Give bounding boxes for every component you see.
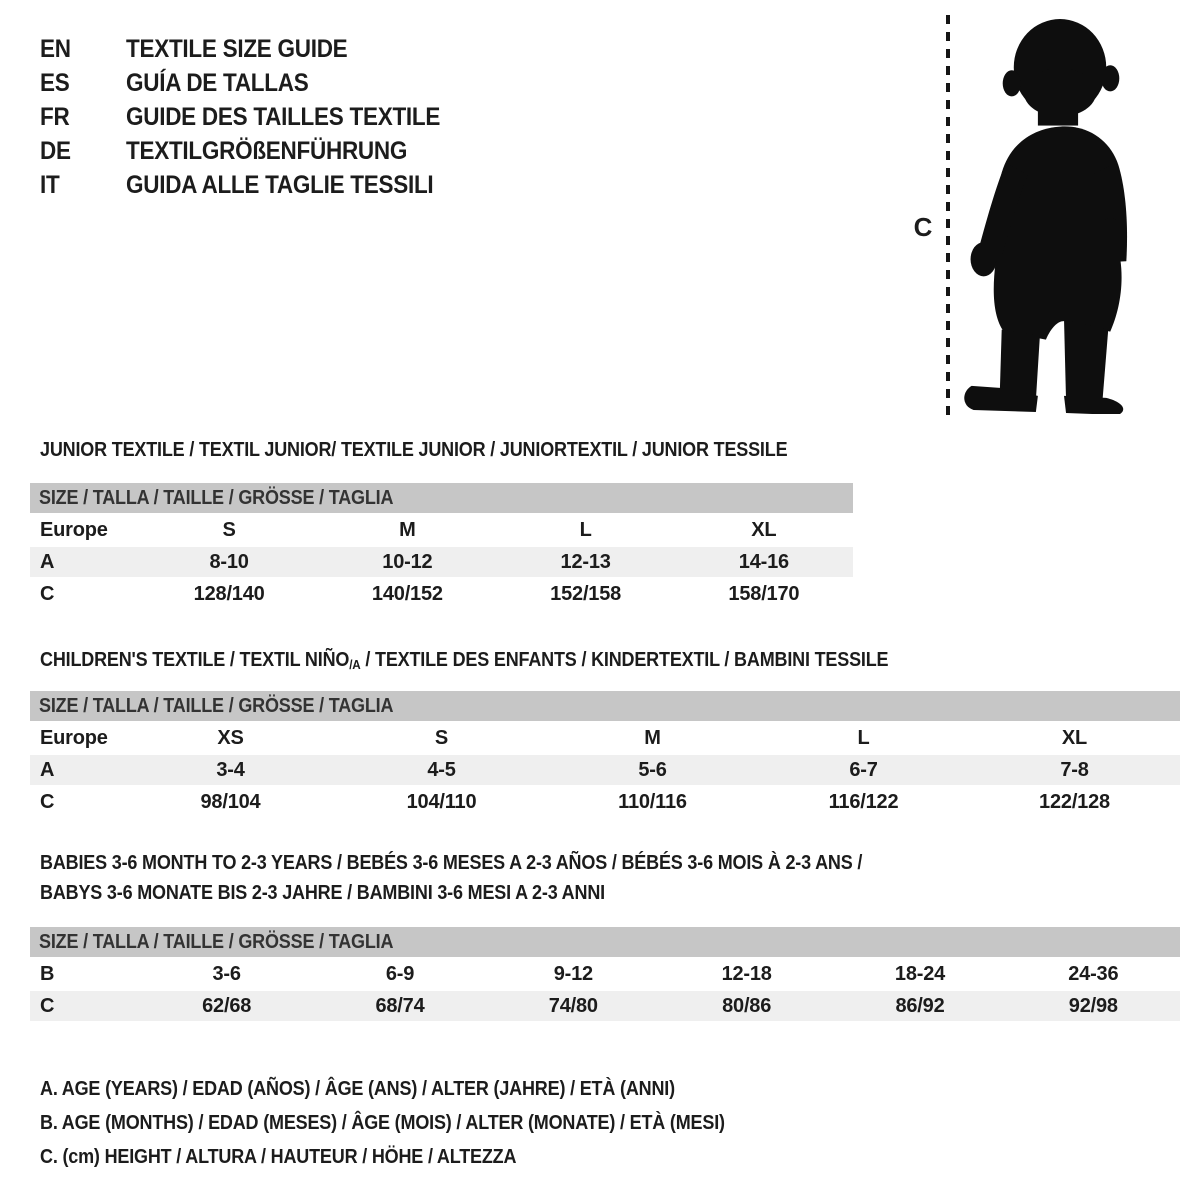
language-row-es [40,66,475,100]
value-cell: 18-24 [894,962,946,985]
value-cell: 158/170 [728,582,800,605]
size-cell: L [579,518,592,541]
children-header-row [30,723,1180,753]
language-title: GUIDE DES TAILLES TEXTILE [126,103,441,131]
baby-silhouette-icon [958,12,1162,414]
junior-size-header-bar [30,483,853,513]
value-cell: 12-13 [560,550,611,573]
row-label: A [40,550,55,573]
value-cell: 3-4 [216,758,245,781]
value-cell: 5-6 [638,758,667,781]
value-cell: 6-9 [385,962,415,985]
value-cell: 86/92 [895,994,945,1017]
children-title-subscript: /A [349,657,361,672]
size-cell: XL [751,518,777,541]
size-cell: S [222,518,236,541]
value-cell: 62/68 [202,994,252,1017]
value-cell: 4-5 [427,758,456,781]
value-cell: 68/74 [375,994,425,1017]
value-cell: 74/80 [548,994,598,1017]
row-label: C [40,994,55,1017]
language-code: IT [40,171,60,199]
row-label: A [40,758,55,781]
row-label: C [40,790,55,813]
language-code: FR [40,103,70,131]
value-cell: 92/98 [1068,994,1118,1017]
value-cell: 7-8 [1060,758,1089,781]
legend-line-a [40,1072,801,1106]
babies-size-header-label: SIZE / TALLA / TAILLE / GRÖSSE / TAGLIA [39,930,394,953]
children-title-post: / TEXTILE DES ENFANTS / KINDERTEXTIL / BAMBINI TESSILE [360,649,889,671]
language-code: ES [40,69,70,97]
children-row-age-years [30,755,1180,785]
size-cell: XS [217,726,244,749]
language-row-de [40,134,475,168]
value-cell: 122/128 [1039,790,1110,813]
children-section-title-text [40,648,888,674]
legend-line-b-text: B. AGE (MONTHS) / EDAD (MESES) / ÂGE (MOIS) / ALTER (MONATE) / ETÀ (MESI) [40,1112,725,1134]
value-cell: 8-10 [209,550,249,573]
legend-line-c [40,1140,801,1174]
legend-line-b [40,1106,801,1140]
legend [40,1072,801,1174]
value-cell: 152/158 [550,582,622,605]
row-label: B [40,962,55,985]
language-row-it [40,168,475,202]
language-row-fr [40,100,475,134]
language-code: EN [40,35,71,63]
children-section-title [40,648,983,674]
junior-size-header-label: SIZE / TALLA / TAILLE / GRÖSSE / TAGLIA [39,486,394,509]
babies-title-line2-text: BABYS 3-6 MONATE BIS 2-3 JAHRE / BAMBINI 3-6 MESI A 2-3 ANNI [40,882,605,904]
size-cell: L [857,726,870,749]
children-row-height-cm [30,787,1180,817]
value-cell: 98/104 [200,790,261,813]
size-cell: M [644,726,661,749]
row-label: Europe [40,726,108,749]
language-title: TEXTILGRÖßENFÜHRUNG [126,137,408,165]
size-cell: S [434,726,449,749]
value-cell: 3-6 [212,962,241,985]
value-cell: 80/86 [722,994,772,1017]
value-cell: 24-36 [1068,962,1119,985]
babies-section-title-line1 [40,848,954,878]
value-cell: 110/116 [618,790,687,813]
measure-label-c: C [913,212,933,242]
value-cell: 104/110 [406,790,477,813]
babies-row-age-months [30,959,1180,989]
height-measure-dashed-line [946,15,950,416]
babies-title-line1-text: BABIES 3-6 MONTH TO 2-3 YEARS / BEBÉS 3-6 MESES A 2-3 AÑOS / BÉBÉS 3-6 MOIS À 2-3 ANS / [40,852,863,874]
babies-section-title-line2 [40,878,668,908]
value-cell: 10-12 [382,550,433,573]
value-cell: 14-16 [738,550,789,573]
children-size-header-label: SIZE / TALLA / TAILLE / GRÖSSE / TAGLIA [39,694,394,717]
language-row-en [40,32,475,66]
language-title: GUIDA ALLE TAGLIE TESSILI [126,171,434,199]
children-title-pre: CHILDREN'S TEXTILE / TEXTIL NIÑO [40,649,350,671]
language-title-list [40,32,475,202]
language-title: GUÍA DE TALLAS [126,69,309,97]
value-cell: 140/152 [371,582,443,605]
junior-section-title [40,438,870,462]
value-cell: 9-12 [553,962,593,985]
language-code: DE [40,137,71,165]
row-label: Europe [40,518,108,541]
junior-row-age-years [30,547,853,577]
children-size-header-bar [30,691,1180,721]
value-cell: 12-18 [721,962,772,985]
value-cell: 6-7 [849,758,878,781]
value-cell: 116/122 [828,790,899,813]
junior-row-height-cm [30,579,853,609]
size-cell: M [399,518,416,541]
babies-row-height-cm [30,991,1180,1021]
value-cell: 128/140 [193,582,265,605]
babies-size-header-bar [30,927,1180,957]
language-title: TEXTILE SIZE GUIDE [126,35,348,63]
legend-line-c-text: C. (cm) HEIGHT / ALTURA / HAUTEUR / HÖHE / ALTEZZA [40,1146,517,1168]
junior-header-row [30,515,853,545]
legend-line-a-text: A. AGE (YEARS) / EDAD (AÑOS) / ÂGE (ANS) / ALTER (JAHRE) / ETÀ (ANNI) [40,1078,675,1100]
row-label: C [40,582,55,605]
junior-section-title-text: JUNIOR TEXTILE / TEXTIL JUNIOR/ TEXTILE JUNIOR / JUNIORTEXTIL / JUNIOR TESSILE [40,439,788,461]
size-cell: XL [1061,726,1088,749]
